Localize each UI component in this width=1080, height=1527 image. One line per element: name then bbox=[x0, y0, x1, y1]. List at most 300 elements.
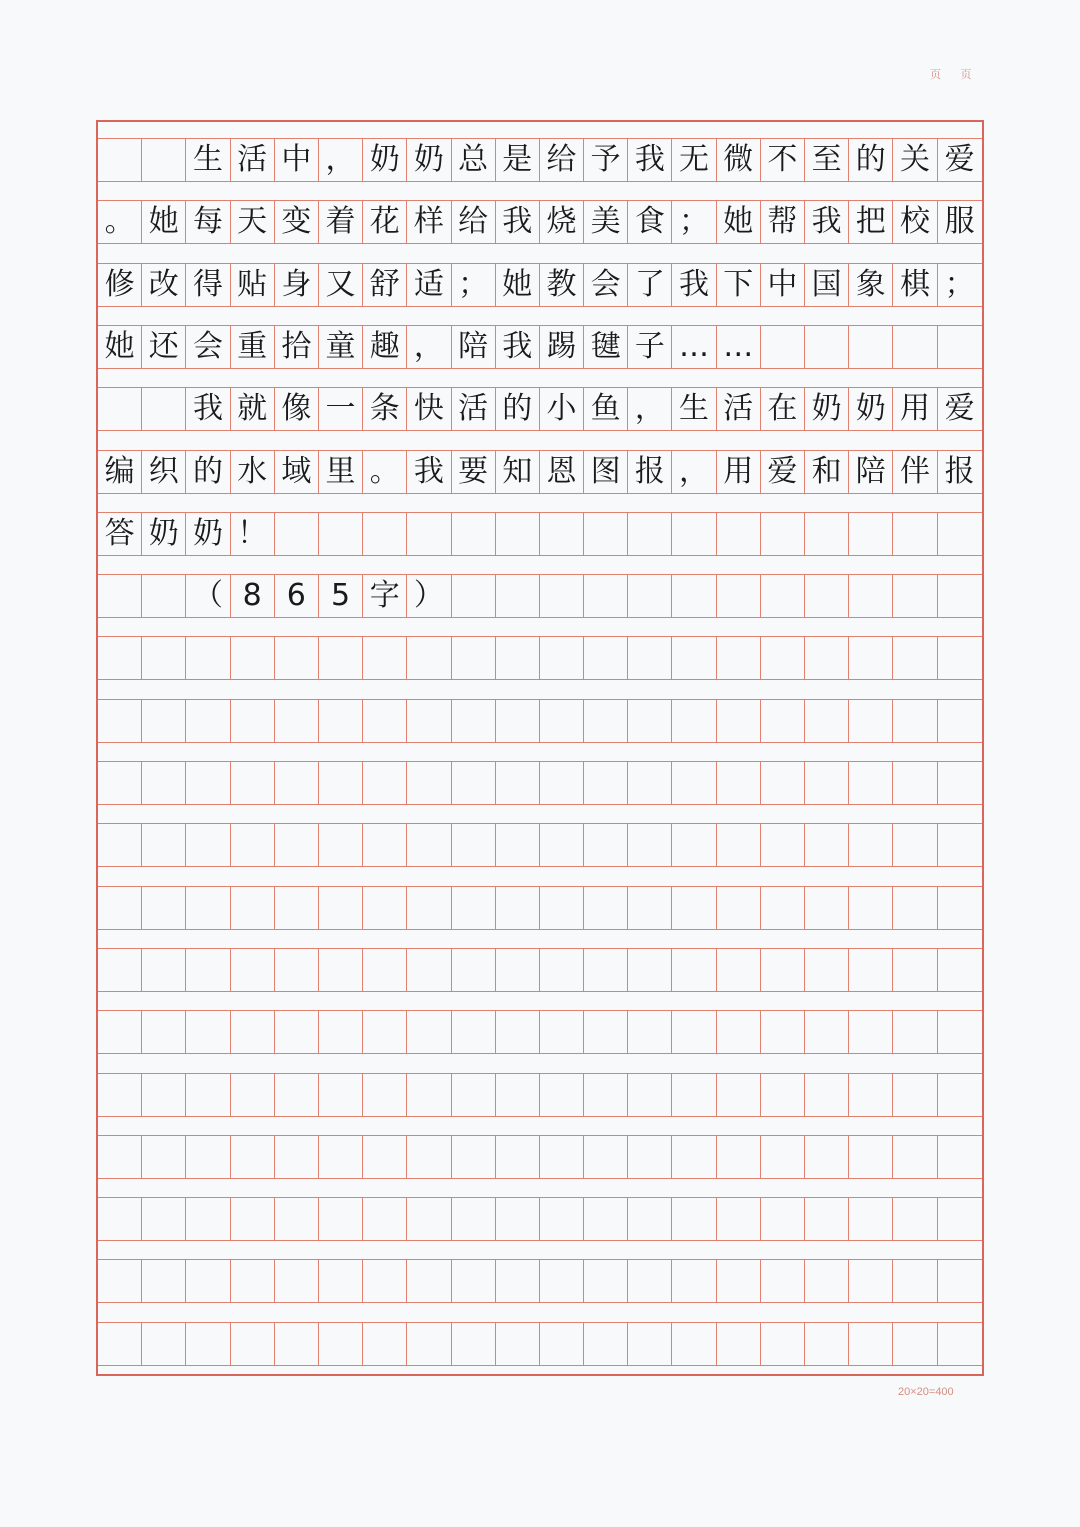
grid-cell bbox=[584, 887, 628, 929]
grid-cell: 教 bbox=[540, 264, 584, 306]
grid-cell bbox=[231, 887, 275, 929]
grid-cell: 要 bbox=[452, 451, 496, 493]
grid-cell bbox=[98, 139, 142, 181]
grid-cell bbox=[672, 1323, 716, 1365]
grid-cell bbox=[319, 762, 363, 804]
grid-cell bbox=[98, 1323, 142, 1365]
grid-cell: 报 bbox=[944, 453, 975, 489]
grid-cell: 美 bbox=[584, 201, 628, 243]
grid-cell bbox=[496, 887, 540, 929]
grid-cell bbox=[805, 1074, 849, 1116]
grid-cell: ， bbox=[319, 139, 363, 181]
grid-cell bbox=[496, 1198, 540, 1240]
grid-cell bbox=[231, 637, 275, 679]
grid-cell bbox=[938, 700, 982, 742]
grid-cell: 关 bbox=[893, 139, 937, 181]
grid-cell bbox=[540, 824, 584, 866]
grid-cell bbox=[319, 949, 363, 991]
grid-cell: 织 bbox=[142, 451, 186, 493]
grid-cell: ； bbox=[944, 266, 975, 302]
grid-cell bbox=[893, 1074, 937, 1116]
grid-cell bbox=[761, 637, 805, 679]
grid-cell: 下 bbox=[717, 264, 761, 306]
grid-cell bbox=[98, 1074, 142, 1116]
grid-cell bbox=[231, 824, 275, 866]
grid-cell: 又 bbox=[319, 264, 363, 306]
grid-cell bbox=[672, 949, 716, 991]
grid-cell: 伴 bbox=[893, 451, 937, 493]
grid-cell bbox=[496, 700, 540, 742]
grid-cell bbox=[142, 1074, 186, 1116]
grid-cell: 子 bbox=[628, 326, 672, 368]
grid-cell: 把 bbox=[849, 201, 893, 243]
grid-cell bbox=[363, 762, 407, 804]
grid-cell: 。 bbox=[98, 201, 142, 243]
grid-cell bbox=[893, 1323, 937, 1365]
grid-cell bbox=[98, 575, 142, 617]
grid-cell bbox=[938, 887, 982, 929]
grid-cell bbox=[938, 1323, 982, 1365]
grid-cell bbox=[319, 1011, 363, 1053]
grid-cell bbox=[849, 575, 893, 617]
grid-cell bbox=[628, 824, 672, 866]
grid-cell bbox=[275, 949, 319, 991]
grid-cell bbox=[496, 1011, 540, 1053]
grid-cell bbox=[275, 824, 319, 866]
grid-cell: 活 bbox=[452, 388, 496, 430]
grid-cell: 编 bbox=[98, 451, 142, 493]
grid-cell bbox=[275, 1260, 319, 1302]
grid-row bbox=[98, 1135, 982, 1179]
grid-cell bbox=[496, 575, 540, 617]
grid-cell: 服 bbox=[944, 204, 975, 240]
grid-cell: ！ bbox=[231, 513, 275, 555]
grid-cell bbox=[186, 949, 230, 991]
grid-row bbox=[98, 886, 982, 930]
grid-cell bbox=[717, 949, 761, 991]
grid-cell bbox=[938, 1136, 982, 1178]
grid-cell bbox=[231, 1198, 275, 1240]
grid-cell bbox=[407, 1323, 451, 1365]
grid-cell: 她 bbox=[496, 264, 540, 306]
grid-cell: 我 bbox=[496, 326, 540, 368]
grid-cell bbox=[275, 1011, 319, 1053]
grid-cell: 生 bbox=[672, 388, 716, 430]
grid-cell bbox=[452, 575, 496, 617]
grid-cell: 会 bbox=[584, 264, 628, 306]
grid-cell bbox=[805, 949, 849, 991]
grid-cell: 奶 bbox=[142, 513, 186, 555]
grid-cell bbox=[142, 1260, 186, 1302]
grid-cell: 得 bbox=[186, 264, 230, 306]
grid-cell: 是 bbox=[496, 139, 540, 181]
grid-cell bbox=[672, 1136, 716, 1178]
grid-cell: 我 bbox=[407, 451, 451, 493]
grid-cell bbox=[938, 513, 982, 555]
grid-cell bbox=[540, 637, 584, 679]
grid-cell bbox=[540, 513, 584, 555]
grid-cell bbox=[231, 1074, 275, 1116]
page-number-label: 页 页 bbox=[930, 68, 980, 81]
grid-cell: 会 bbox=[186, 326, 230, 368]
grid-cell bbox=[805, 326, 849, 368]
grid-cell bbox=[672, 637, 716, 679]
grid-cell: 食 bbox=[628, 201, 672, 243]
grid-cell bbox=[761, 513, 805, 555]
grid-cell bbox=[540, 762, 584, 804]
grid-cell: 6 bbox=[275, 575, 319, 617]
grid-cell bbox=[407, 1136, 451, 1178]
grid-cell bbox=[98, 762, 142, 804]
grid-cell bbox=[628, 1074, 672, 1116]
grid-cell bbox=[319, 513, 363, 555]
grid-row bbox=[98, 699, 982, 743]
grid-cell: （ bbox=[186, 575, 230, 617]
grid-cell bbox=[628, 575, 672, 617]
grid-cell: 每 bbox=[186, 201, 230, 243]
grid-cell: 小 bbox=[540, 388, 584, 430]
grid-cell bbox=[142, 949, 186, 991]
grid-cell bbox=[275, 1198, 319, 1240]
grid-cell bbox=[761, 824, 805, 866]
grid-cell bbox=[584, 1198, 628, 1240]
grid-cell: 的 bbox=[186, 451, 230, 493]
grid-cell bbox=[849, 637, 893, 679]
grid-cell bbox=[849, 1260, 893, 1302]
grid-cell bbox=[717, 1011, 761, 1053]
grid-cell: 贴 bbox=[231, 264, 275, 306]
grid-cell: 微 bbox=[717, 139, 761, 181]
grid-cell bbox=[496, 824, 540, 866]
grid-cell: 天 bbox=[231, 201, 275, 243]
grid-cell: ； bbox=[452, 264, 496, 306]
grid-cell: 答 bbox=[98, 513, 142, 555]
grid-cell bbox=[231, 1011, 275, 1053]
grid-cell: 陪 bbox=[452, 326, 496, 368]
grid-cell bbox=[584, 762, 628, 804]
grid-cell bbox=[407, 824, 451, 866]
grid-cell: 帮 bbox=[761, 201, 805, 243]
grid-cell bbox=[407, 513, 451, 555]
grid-cell bbox=[452, 1136, 496, 1178]
grid-cell bbox=[142, 575, 186, 617]
grid-cell: 域 bbox=[275, 451, 319, 493]
grid-cell: 踢 bbox=[540, 326, 584, 368]
grid-cell bbox=[275, 887, 319, 929]
grid-cell bbox=[540, 575, 584, 617]
grid-cell bbox=[628, 1260, 672, 1302]
grid-cell: 里 bbox=[319, 451, 363, 493]
grid-cell bbox=[761, 1136, 805, 1178]
grid-row bbox=[98, 450, 982, 494]
grid-cell: 字 bbox=[363, 575, 407, 617]
grid-cell bbox=[584, 700, 628, 742]
grid-cell bbox=[363, 1323, 407, 1365]
grid-cell: 的 bbox=[849, 139, 893, 181]
grid-cell bbox=[717, 824, 761, 866]
grid-cell: 5 bbox=[319, 575, 363, 617]
grid-cell bbox=[628, 513, 672, 555]
grid-cell bbox=[496, 637, 540, 679]
grid-cell bbox=[761, 949, 805, 991]
grid-cell: 至 bbox=[805, 139, 849, 181]
grid-cell: 奶 bbox=[407, 139, 451, 181]
grid-cell bbox=[319, 887, 363, 929]
grid-cell bbox=[849, 1198, 893, 1240]
grid-cell bbox=[805, 1198, 849, 1240]
grid-row bbox=[98, 761, 982, 805]
grid-cell bbox=[540, 700, 584, 742]
grid-cell bbox=[849, 824, 893, 866]
grid-cell: 我 bbox=[186, 388, 230, 430]
grid-row bbox=[98, 512, 982, 556]
grid-row bbox=[98, 325, 982, 369]
grid-cell: 中 bbox=[275, 139, 319, 181]
grid-cell bbox=[275, 1323, 319, 1365]
grid-cell bbox=[938, 575, 982, 617]
grid-cell: … bbox=[672, 326, 716, 368]
grid-cell bbox=[628, 700, 672, 742]
grid-cell bbox=[540, 1260, 584, 1302]
grid-cell bbox=[893, 1260, 937, 1302]
grid-cell bbox=[540, 1011, 584, 1053]
grid-cell bbox=[938, 1011, 982, 1053]
grid-cell bbox=[231, 762, 275, 804]
grid-cell bbox=[407, 1198, 451, 1240]
grid-cell bbox=[761, 700, 805, 742]
grid-cell bbox=[186, 887, 230, 929]
grid-cell bbox=[584, 1011, 628, 1053]
grid-cell bbox=[849, 762, 893, 804]
grid-cell bbox=[761, 887, 805, 929]
grid-cell: 给 bbox=[452, 201, 496, 243]
grid-cell: 趣 bbox=[363, 326, 407, 368]
grid-cell bbox=[186, 1323, 230, 1365]
grid-cell: 她 bbox=[98, 326, 142, 368]
grid-row bbox=[98, 1259, 982, 1303]
grid-cell bbox=[717, 637, 761, 679]
grid-cell bbox=[805, 637, 849, 679]
grid-cell: 不 bbox=[761, 139, 805, 181]
grid-cell: 用 bbox=[717, 451, 761, 493]
grid-cell bbox=[363, 1136, 407, 1178]
grid-cell bbox=[893, 637, 937, 679]
grid-cell bbox=[452, 637, 496, 679]
grid-cell bbox=[98, 824, 142, 866]
grid-cell bbox=[938, 1074, 982, 1116]
grid-cell bbox=[717, 1136, 761, 1178]
grid-cell: … bbox=[717, 326, 761, 368]
grid-cell: 了 bbox=[628, 264, 672, 306]
grid-cell bbox=[761, 326, 805, 368]
grid-cell bbox=[849, 1136, 893, 1178]
grid-cell bbox=[805, 1323, 849, 1365]
grid-cell: 还 bbox=[142, 326, 186, 368]
grid-cell: 适 bbox=[407, 264, 451, 306]
grid-cell bbox=[407, 762, 451, 804]
grid-cell bbox=[761, 762, 805, 804]
grid-cell bbox=[452, 824, 496, 866]
grid-cell bbox=[363, 887, 407, 929]
grid-cell: 拾 bbox=[275, 326, 319, 368]
grid-row bbox=[98, 823, 982, 867]
grid-cell bbox=[893, 700, 937, 742]
grid-cell: 快 bbox=[407, 388, 451, 430]
grid-cell bbox=[496, 1260, 540, 1302]
grid-cell bbox=[805, 887, 849, 929]
grid-cell bbox=[98, 1260, 142, 1302]
grid-cell: 在 bbox=[761, 388, 805, 430]
grid-cell bbox=[938, 824, 982, 866]
grid-cell: 陪 bbox=[849, 451, 893, 493]
grid-row bbox=[98, 574, 982, 618]
grid-cell bbox=[584, 824, 628, 866]
grid-cell bbox=[452, 949, 496, 991]
grid-cell bbox=[142, 887, 186, 929]
grid-row bbox=[98, 263, 982, 307]
grid-cell bbox=[761, 1074, 805, 1116]
grid-cell bbox=[893, 1198, 937, 1240]
grid-row bbox=[98, 1197, 982, 1241]
grid-cell bbox=[452, 700, 496, 742]
grid-row bbox=[98, 948, 982, 992]
grid-cell: 图 bbox=[584, 451, 628, 493]
grid-cell bbox=[805, 700, 849, 742]
grid-cell bbox=[142, 1011, 186, 1053]
grid-row bbox=[98, 1010, 982, 1054]
grid-cell bbox=[363, 637, 407, 679]
grid-cell bbox=[275, 1074, 319, 1116]
grid-cell bbox=[672, 513, 716, 555]
grid-cell bbox=[231, 949, 275, 991]
grid-cell bbox=[496, 1136, 540, 1178]
grid-cell bbox=[938, 762, 982, 804]
grid-cell bbox=[540, 887, 584, 929]
grid-cell: ） bbox=[407, 575, 451, 617]
grid-cell: 她 bbox=[717, 201, 761, 243]
grid-cell bbox=[584, 513, 628, 555]
grid-cell: 。 bbox=[363, 451, 407, 493]
grid-cell bbox=[805, 575, 849, 617]
grid-row bbox=[98, 1073, 982, 1117]
grid-cell bbox=[363, 513, 407, 555]
grid-cell bbox=[584, 1323, 628, 1365]
grid-cell bbox=[628, 762, 672, 804]
grid-cell: 予 bbox=[584, 139, 628, 181]
grid-cell: 童 bbox=[319, 326, 363, 368]
grid-cell bbox=[761, 1323, 805, 1365]
grid-cell bbox=[717, 887, 761, 929]
grid-cell: 爱 bbox=[761, 451, 805, 493]
grid-cell: 变 bbox=[275, 201, 319, 243]
grid-cell bbox=[363, 1260, 407, 1302]
grid-cell bbox=[98, 1198, 142, 1240]
grid-cell bbox=[142, 1323, 186, 1365]
grid-cell bbox=[938, 1198, 982, 1240]
grid-cell: 一 bbox=[319, 388, 363, 430]
grid-cell bbox=[186, 1136, 230, 1178]
grid-cell: ， bbox=[407, 326, 451, 368]
grid-cell bbox=[452, 1011, 496, 1053]
grid-row bbox=[98, 200, 982, 244]
grid-cell bbox=[275, 637, 319, 679]
grid-cell bbox=[275, 1136, 319, 1178]
grid-cell bbox=[628, 949, 672, 991]
grid-cell bbox=[275, 513, 319, 555]
grid-cell bbox=[761, 1011, 805, 1053]
grid-cell: 舒 bbox=[363, 264, 407, 306]
grid-cell bbox=[893, 513, 937, 555]
grid-cell: ， bbox=[628, 388, 672, 430]
grid-cell bbox=[540, 1323, 584, 1365]
grid-cell bbox=[319, 1136, 363, 1178]
grid-cell bbox=[893, 762, 937, 804]
grid-cell: 爱 bbox=[944, 391, 975, 427]
grid-cell bbox=[584, 637, 628, 679]
grid-cell bbox=[142, 1198, 186, 1240]
grid-cell: 毽 bbox=[584, 326, 628, 368]
grid-cell bbox=[938, 326, 982, 368]
grid-cell: 爱 bbox=[944, 142, 975, 177]
grid-cell bbox=[849, 513, 893, 555]
grid-cell bbox=[893, 887, 937, 929]
grid-cell bbox=[363, 949, 407, 991]
grid-cell: 的 bbox=[496, 388, 540, 430]
grid-cell: 国 bbox=[805, 264, 849, 306]
grid-cell: 花 bbox=[363, 201, 407, 243]
grid-cell bbox=[275, 700, 319, 742]
grid-cell bbox=[938, 1260, 982, 1302]
grid-cell: 她 bbox=[142, 201, 186, 243]
grid-cell bbox=[761, 1198, 805, 1240]
grid-cell bbox=[540, 1074, 584, 1116]
grid-cell bbox=[407, 637, 451, 679]
grid-cell: 我 bbox=[628, 139, 672, 181]
grid-cell: ， bbox=[672, 451, 716, 493]
grid-cell bbox=[407, 1074, 451, 1116]
grid-cell bbox=[628, 1323, 672, 1365]
grid-cell: 改 bbox=[142, 264, 186, 306]
grid-cell bbox=[584, 575, 628, 617]
grid-cell bbox=[452, 1198, 496, 1240]
grid-cell bbox=[363, 1074, 407, 1116]
grid-cell: 身 bbox=[275, 264, 319, 306]
grid-cell bbox=[761, 575, 805, 617]
grid-cell bbox=[893, 326, 937, 368]
grid-cell bbox=[672, 1260, 716, 1302]
grid-cell bbox=[319, 824, 363, 866]
grid-cell: 我 bbox=[805, 201, 849, 243]
grid-row bbox=[98, 387, 982, 431]
grid-cell bbox=[452, 762, 496, 804]
grid-cell bbox=[142, 1136, 186, 1178]
grid-cell: 重 bbox=[231, 326, 275, 368]
grid-cell: 校 bbox=[893, 201, 937, 243]
grid-cell: ； bbox=[672, 201, 716, 243]
grid-cell bbox=[186, 1011, 230, 1053]
grid-cell bbox=[628, 1198, 672, 1240]
grid-cell bbox=[849, 326, 893, 368]
grid-cell bbox=[186, 824, 230, 866]
grid-cell bbox=[893, 575, 937, 617]
grid-cell bbox=[452, 513, 496, 555]
grid-cell: 和 bbox=[805, 451, 849, 493]
grid-cell bbox=[496, 762, 540, 804]
grid-cell bbox=[319, 1198, 363, 1240]
grid-cell bbox=[672, 887, 716, 929]
grid-cell bbox=[407, 1011, 451, 1053]
grid-cell bbox=[717, 700, 761, 742]
